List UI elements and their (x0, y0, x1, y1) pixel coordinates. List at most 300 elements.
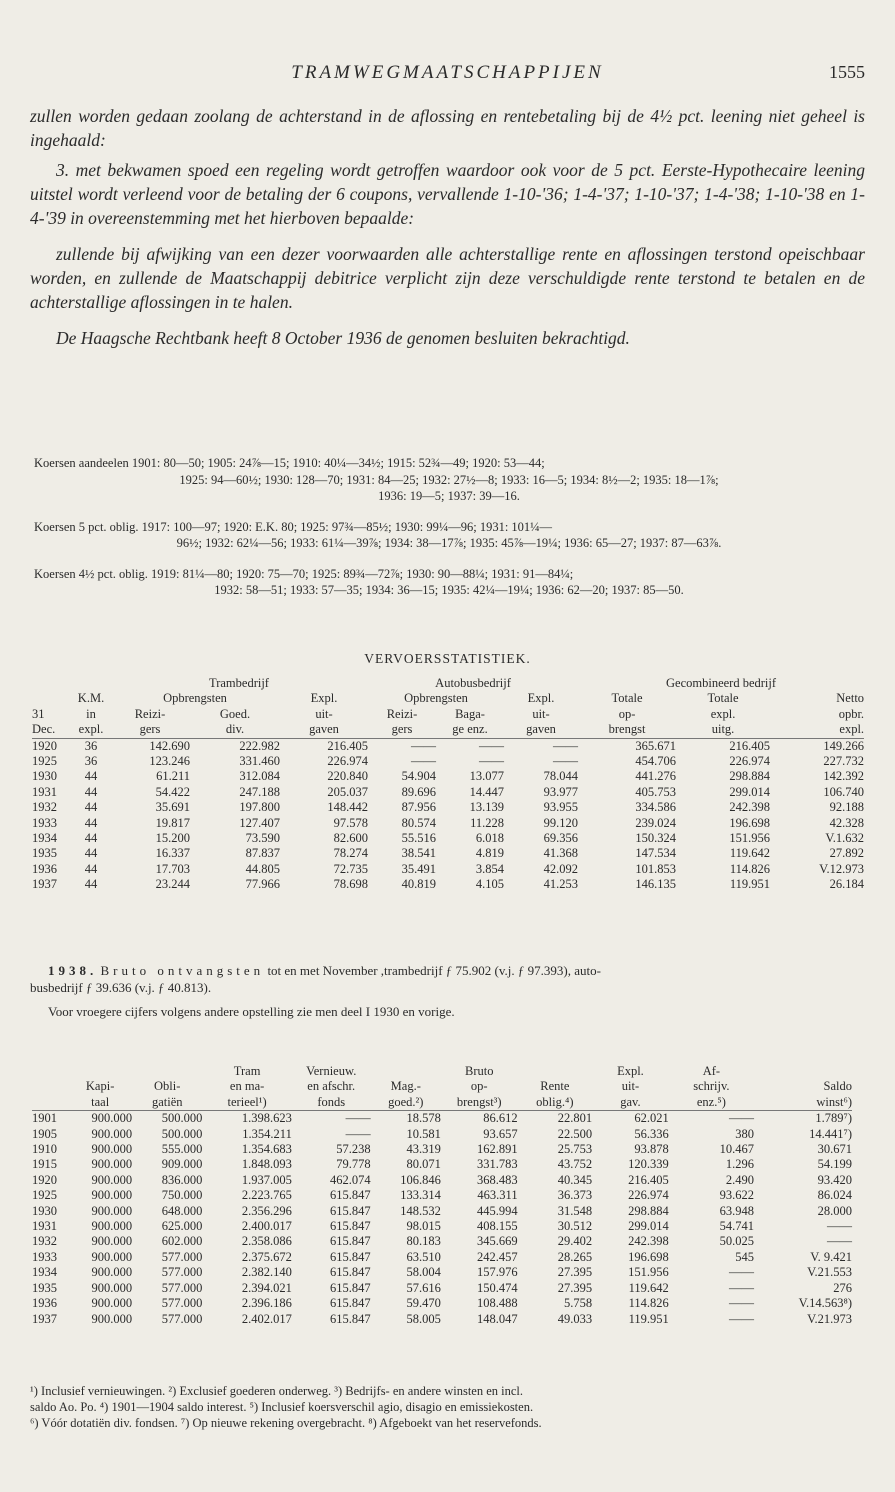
column-header: ge enz. (452, 722, 488, 737)
table-cell: 40.345 (557, 1172, 593, 1187)
bruto-text: tot en met November ,trambedrijf ƒ 75.902 (v.j. ƒ 97.393), auto- (264, 963, 601, 978)
table-cell: 615.847 (330, 1203, 371, 1218)
table-cell: V.12.973 (819, 861, 865, 876)
table-cell: 26.184 (829, 877, 865, 892)
table-cell: 69.356 (543, 831, 579, 846)
table-cell: 18.578 (406, 1111, 441, 1126)
column-header: gatiën (151, 1094, 183, 1109)
table-cell: 28.000 (817, 1203, 852, 1218)
table-cell: 577.000 (161, 1296, 203, 1311)
row-year: 1930 (32, 769, 57, 784)
table-row (32, 754, 864, 769)
table-cell: 1.398.623 (241, 1111, 292, 1126)
table-cell: 196.698 (729, 815, 771, 830)
table-cell: 216.405 (628, 1172, 669, 1187)
group-tram: Trambedrijf (209, 676, 269, 690)
table-cell: 43.319 (406, 1142, 441, 1157)
table-cell: 108.488 (476, 1296, 518, 1311)
table-cell: 35.491 (401, 861, 436, 876)
table-cell: 93.977 (543, 784, 579, 799)
table-cell: 299.014 (729, 784, 771, 799)
table-cell: 41.253 (543, 877, 579, 892)
table-cell: —— (479, 754, 504, 769)
table-cell: 577.000 (161, 1280, 203, 1295)
table-cell: —— (345, 1111, 371, 1126)
column-header: fonds (317, 1094, 346, 1109)
table-cell: 615.847 (330, 1296, 371, 1311)
koersen-line: 96½; 1932: 62¼—56; 1933: 61¼—39⅞; 1934: 38—17⅞; 1935: 45⅞—19¼; 1936: 65—27; 1937: 87—63⅞. (176, 536, 722, 550)
column-header: Netto (836, 691, 865, 706)
column-header: Bruto (465, 1064, 494, 1078)
table-cell: 226.974 (327, 754, 368, 769)
table-cell: 13.077 (469, 769, 504, 784)
finance-table-body (32, 1111, 852, 1327)
table-cell: 93.420 (817, 1172, 852, 1187)
table-cell: 78.044 (543, 769, 579, 784)
table-cell: 36 (84, 738, 98, 753)
table-cell: 4.105 (475, 877, 504, 892)
column-header: expl. (839, 722, 865, 737)
table-cell: 147.534 (635, 846, 677, 861)
table-cell: 54.199 (817, 1157, 852, 1172)
table-cell: 44 (84, 861, 98, 876)
column-header: taal (91, 1094, 110, 1109)
table-cell: 2.402.017 (241, 1311, 292, 1326)
table-cell: 900.000 (91, 1265, 133, 1280)
koersen-line: 1936: 19—5; 1937: 39—16. (378, 489, 520, 503)
row-year: 1925 (32, 754, 57, 769)
table-cell: —— (827, 1234, 852, 1249)
table-cell: 50.025 (719, 1234, 754, 1249)
table-cell: 615.847 (330, 1249, 371, 1264)
vervoer-table (32, 676, 864, 893)
column-header: gaven (309, 722, 339, 737)
table-cell: 625.000 (161, 1219, 203, 1234)
table-cell: 44 (84, 784, 98, 799)
table-header-row (32, 676, 864, 691)
row-year: 1934 (32, 831, 57, 846)
table-cell: 73.590 (245, 831, 280, 846)
table-cell: 63.948 (719, 1203, 754, 1218)
table-cell: 54.904 (401, 769, 436, 784)
table-cell: 602.000 (161, 1234, 203, 1249)
table-cell: 1.354.211 (242, 1126, 292, 1141)
table-cell: 405.753 (635, 784, 677, 799)
table-cell: 119.951 (729, 877, 771, 892)
table-cell: 80.071 (406, 1157, 441, 1172)
column-header: gav. (620, 1094, 641, 1109)
table-row (32, 1127, 852, 1142)
column-header: uit- (621, 1079, 640, 1094)
column-header: Kapi- (85, 1079, 115, 1094)
table-cell: 2.394.021 (241, 1280, 292, 1295)
column-header: schrijv. (693, 1079, 730, 1094)
table-cell: 16.337 (155, 846, 190, 861)
table-cell: 299.014 (628, 1219, 669, 1234)
row-year: 1931 (32, 1219, 57, 1234)
table-cell: V.14.563⁸) (798, 1296, 852, 1311)
table-cell: 1.848.093 (241, 1157, 292, 1172)
table-cell: 10.581 (406, 1126, 441, 1141)
table-cell: 242.398 (628, 1234, 669, 1249)
row-year: 1936 (32, 1296, 57, 1311)
table-cell: 220.840 (327, 769, 368, 784)
table-cell: 5.758 (563, 1296, 593, 1311)
table-cell: —— (827, 1219, 852, 1234)
table-cell: 148.047 (476, 1311, 518, 1326)
table-cell: 197.800 (239, 800, 280, 815)
table-cell: 57.238 (336, 1142, 371, 1157)
table-cell: 4.819 (475, 846, 504, 861)
table-cell: 909.000 (161, 1157, 203, 1172)
table-cell: 226.974 (628, 1188, 669, 1203)
table-cell: 30.512 (557, 1219, 593, 1234)
table-cell: 44 (84, 800, 98, 815)
column-header: 31 (32, 706, 45, 721)
table-cell: 157.976 (476, 1265, 518, 1280)
column-header: Expl. (617, 1064, 644, 1078)
table-cell: 114.826 (628, 1296, 669, 1311)
table-cell: 365.671 (635, 738, 677, 753)
footnote-line: saldo Ao. Po. ⁴) 1901—1904 saldo interest. ⁵) Inclusief koersverschil agio, disagio en emissiekosten. (30, 1400, 534, 1414)
table-cell: 463.311 (477, 1188, 518, 1203)
table-cell: 162.891 (476, 1142, 518, 1157)
table-cell: 114.826 (729, 861, 771, 876)
table-cell: 151.956 (729, 831, 771, 846)
table-cell: 13.139 (469, 800, 504, 815)
table-cell: 615.847 (330, 1280, 371, 1295)
table-cell: 56.336 (634, 1126, 669, 1141)
table-cell: 106.740 (823, 784, 865, 799)
table-cell: 150.324 (635, 831, 677, 846)
row-year: 1933 (32, 815, 57, 830)
table-cell: 368.483 (476, 1172, 518, 1187)
bruto-1938-line (30, 963, 865, 980)
table-cell: 900.000 (91, 1203, 133, 1218)
column-header: Obli- (154, 1079, 181, 1094)
row-year: 1934 (32, 1265, 57, 1280)
table-cell: 900.000 (91, 1157, 133, 1172)
column-header: op- (618, 706, 636, 721)
table-cell: V.21.553 (807, 1265, 852, 1280)
column-header: Goed. (219, 706, 251, 721)
table-row (32, 1312, 852, 1327)
row-year: 1915 (32, 1157, 57, 1172)
row-year: 1932 (32, 800, 57, 815)
table-cell: 1.937.005 (241, 1172, 292, 1187)
column-header: goed.²) (388, 1094, 424, 1109)
table-cell: —— (345, 1126, 371, 1141)
table-cell: 900.000 (91, 1126, 133, 1141)
table-cell: 93.622 (719, 1188, 754, 1203)
column-header: Saldo (823, 1079, 852, 1094)
table-cell: 1.789⁷) (815, 1111, 852, 1126)
table-cell: 900.000 (91, 1311, 133, 1326)
table-row (32, 1111, 852, 1127)
running-title: TRAMWEGMAATSCHAPPIJEN (291, 62, 604, 83)
table-cell: 146.135 (635, 877, 677, 892)
paragraph: 3. met bekwamen spoed een regeling wordt getroffen waardoor ook voor de 5 pct. Eerste-Hypothecaire leening uitstel wordt verleend voor de betaling der 6 coupons, vervallende 1-10-'36; 1-4-'37; 1-10-'37; 1-4-'38; 1-10-'38 en 1-4-'39 in overeenstemming met het hierboven bepaalde: (30, 160, 865, 228)
table-cell: 750.000 (161, 1188, 203, 1203)
row-year: 1936 (32, 861, 57, 876)
table-cell: 205.037 (327, 784, 368, 799)
footnote-line: ⁶) Vóór dotatiën div. fondsen. ⁷) Op nieuwe rekening overgebracht. ⁸) Afgeboekt van het reservefonds. (30, 1416, 542, 1430)
table-cell: 92.188 (829, 800, 865, 815)
table-cell: 42.092 (543, 861, 579, 876)
table-cell: 40.819 (401, 877, 436, 892)
table-cell: 14.441⁷) (809, 1126, 852, 1141)
year-label: 1938. (48, 963, 98, 978)
table-cell: 196.698 (628, 1249, 669, 1264)
table-cell: 101.853 (635, 861, 677, 876)
table-cell: 80.183 (406, 1234, 441, 1249)
table-cell: 29.402 (557, 1234, 593, 1249)
column-header: Reizi- (134, 706, 166, 721)
table-cell: 900.000 (91, 1249, 133, 1264)
table-cell: —— (728, 1280, 754, 1295)
column-header: Opbrengsten (163, 691, 227, 706)
table-cell: —— (411, 738, 436, 753)
table-cell: 545 (735, 1249, 754, 1264)
table-cell: 500.000 (161, 1126, 203, 1141)
table-cell: 312.084 (239, 769, 280, 784)
table-cell: 900.000 (91, 1142, 133, 1157)
table-cell: 615.847 (330, 1188, 371, 1203)
table-cell: 148.442 (327, 800, 368, 815)
table-cell: 900.000 (91, 1111, 133, 1126)
table-cell: 78.274 (333, 846, 368, 861)
table-cell: 44 (84, 877, 98, 892)
column-header: div. (225, 722, 245, 737)
row-year: 1937 (32, 1311, 57, 1326)
column-header: Reizi- (386, 706, 418, 721)
column-header: brengst³) (456, 1094, 502, 1109)
table-cell: 58.004 (406, 1265, 441, 1280)
table-cell: 36.373 (557, 1188, 593, 1203)
column-header: terieel¹) (227, 1094, 267, 1109)
table-cell: 86.024 (817, 1188, 852, 1203)
row-year: 1920 (32, 738, 57, 753)
table-cell: 441.276 (635, 769, 677, 784)
table-row (32, 1157, 852, 1172)
table-cell: 23.244 (155, 877, 190, 892)
table-cell: 19.817 (155, 815, 190, 830)
koersen-aandeelen (34, 455, 864, 505)
table-cell: 239.024 (635, 815, 677, 830)
table-cell: —— (728, 1265, 754, 1280)
table-row (32, 877, 864, 892)
table-row (32, 1296, 852, 1311)
table-cell: 247.188 (239, 784, 280, 799)
table-cell: 106.846 (400, 1172, 441, 1187)
table-cell: 17.703 (155, 861, 190, 876)
table-cell: 77.966 (245, 877, 280, 892)
table-cell: 242.398 (729, 800, 771, 815)
table-cell: V. 9.421 (810, 1249, 852, 1264)
table-cell: 22.500 (557, 1126, 593, 1141)
table-cell: 216.405 (327, 738, 368, 753)
table-cell: 38.541 (401, 846, 436, 861)
koersen-5pct (34, 519, 864, 552)
vervoer-title: VERVOERSSTATISTIEK. (364, 651, 531, 666)
table-cell: 408.155 (476, 1219, 518, 1234)
table-cell: 2.490 (725, 1172, 754, 1187)
table-cell: 445.994 (476, 1203, 518, 1218)
row-year: 1931 (32, 784, 57, 799)
table-cell: 123.246 (149, 754, 190, 769)
row-year: 1920 (32, 1172, 57, 1187)
table-cell: 31.548 (557, 1203, 593, 1218)
footnotes (30, 1383, 865, 1431)
table-cell: 61.211 (156, 769, 190, 784)
table-cell: 10.467 (719, 1142, 754, 1157)
paragraph: zullende bij afwijking van een dezer voorwaarden alle achterstallige rente en aflossingen terstond opeischbaar worden, en zullende de Maatschappij debitrice verplicht zijn deze verschuldigde rente terstond te betalen en de achterstallige aflossingen in te halen. (30, 244, 865, 312)
table-cell: 119.642 (628, 1280, 669, 1295)
table-cell: 615.847 (330, 1234, 371, 1249)
table-header-row (32, 1064, 852, 1079)
table-cell: 79.778 (336, 1157, 371, 1172)
table-row (32, 1250, 852, 1265)
table-cell: 151.956 (628, 1265, 669, 1280)
table-cell: 900.000 (91, 1234, 133, 1249)
table-cell: 2.396.186 (241, 1296, 292, 1311)
table-cell: 22.801 (557, 1111, 593, 1126)
table-cell: 577.000 (161, 1265, 203, 1280)
table-cell: 276 (833, 1280, 852, 1295)
table-cell: 44 (84, 846, 98, 861)
row-year: 1930 (32, 1203, 57, 1218)
paragraph: zullen worden gedaan zoolang de achterstand in de aflossing en rentebetaling bij de 4½ pct. leening niet geheel is ingehaald: (30, 106, 865, 150)
table-cell: 80.574 (401, 815, 436, 830)
table-cell: 98.015 (406, 1219, 441, 1234)
row-year: 1933 (32, 1249, 57, 1264)
bruto-text: busbedrijf ƒ 39.636 (v.j. ƒ 40.813). (30, 979, 212, 995)
table-cell: 500.000 (161, 1111, 203, 1126)
table-cell: 28.265 (557, 1249, 593, 1264)
table-cell: 900.000 (91, 1188, 133, 1203)
page-header (30, 62, 865, 86)
table-cell: 2.400.017 (241, 1219, 292, 1234)
table-cell: 1.296 (725, 1157, 754, 1172)
column-header: gaven (526, 722, 556, 737)
row-year: 1932 (32, 1234, 57, 1249)
table-cell: 331.460 (239, 754, 280, 769)
table-cell: 345.669 (476, 1234, 518, 1249)
table-cell: 55.516 (401, 831, 436, 846)
table-cell: 43.752 (557, 1157, 593, 1172)
table-cell: 62.021 (634, 1111, 669, 1126)
table-cell: 3.854 (475, 861, 504, 876)
table-cell: 334.586 (635, 800, 677, 815)
table-cell: 555.000 (161, 1142, 203, 1157)
table-cell: 87.837 (245, 846, 280, 861)
table-cell: 577.000 (161, 1311, 203, 1326)
table-cell: 82.600 (333, 831, 368, 846)
table-cell: 44 (84, 815, 98, 830)
table-header-row (32, 1079, 852, 1094)
table-cell: —— (479, 738, 504, 753)
table-cell: 900.000 (91, 1296, 133, 1311)
table-header-row (32, 1095, 852, 1111)
table-row (32, 785, 864, 800)
table-cell: 44 (84, 831, 98, 846)
table-row (32, 846, 864, 861)
table-cell: 216.405 (729, 738, 771, 753)
table-row (32, 1173, 852, 1188)
table-cell: 615.847 (330, 1219, 371, 1234)
footnote-line: ¹) Inclusief vernieuwingen. ²) Exclusief goederen onderweg. ³) Bedrijfs- en andere winsten en incl. (30, 1384, 524, 1398)
column-header: Baga- (455, 706, 485, 721)
table-row (32, 1188, 852, 1203)
table-cell: 27.395 (557, 1265, 593, 1280)
column-header: Expl. (310, 691, 338, 706)
table-cell: 93.657 (483, 1126, 518, 1141)
table-cell: 87.956 (401, 800, 436, 815)
table-cell: 11.228 (470, 815, 504, 830)
table-cell: 648.000 (161, 1203, 203, 1218)
table-header-row (32, 707, 864, 722)
table-cell: 149.266 (823, 738, 865, 753)
table-row (32, 1204, 852, 1219)
table-cell: 44.805 (245, 861, 280, 876)
table-cell: 900.000 (91, 1172, 133, 1187)
column-header: K.M. (77, 691, 105, 706)
column-header: Rente (540, 1079, 570, 1094)
table-cell: 127.407 (239, 815, 280, 830)
koersen-line: Koersen 5 pct. oblig. 1917: 100—97; 1920: E.K. 80; 1925: 97¾—85½; 1930: 99¼—96; 1931: 101¼— (34, 519, 553, 534)
column-header: uitg. (711, 722, 735, 737)
table-row (32, 1142, 852, 1157)
column-header: gers (391, 722, 413, 737)
koersen-block (34, 455, 864, 615)
table-cell: —— (728, 1111, 754, 1126)
table-cell: 142.690 (149, 738, 190, 753)
table-cell: 6.018 (475, 831, 504, 846)
table-cell: 15.200 (155, 831, 190, 846)
column-header: winst⁶) (816, 1094, 852, 1109)
table-cell: V.1.632 (825, 831, 865, 846)
table-cell: 227.732 (823, 754, 865, 769)
column-header: oblig.⁴) (536, 1094, 574, 1109)
table-cell: 298.884 (628, 1203, 669, 1218)
table-cell: 222.982 (239, 738, 280, 753)
table-cell: 331.783 (476, 1157, 518, 1172)
spaced-label: Bruto ontvangsten (100, 963, 265, 978)
table-cell: 120.339 (628, 1157, 669, 1172)
body-text (30, 104, 865, 350)
column-header: op- (470, 1079, 488, 1094)
row-year: 1935 (32, 1280, 57, 1295)
table-cell: 2.356.296 (241, 1203, 292, 1218)
table-cell: 454.706 (635, 754, 677, 769)
table-cell: 298.884 (729, 769, 771, 784)
table-row (32, 816, 864, 831)
table-cell: 142.392 (823, 769, 865, 784)
table-cell: 54.741 (719, 1219, 754, 1234)
table-cell: 93.955 (543, 800, 579, 815)
table-cell: 380 (735, 1126, 754, 1141)
table-cell: 150.474 (476, 1280, 518, 1295)
column-header: Vernieuw. (306, 1064, 357, 1078)
table-row (32, 862, 864, 877)
group-auto: Autobusbedrijf (435, 676, 511, 690)
table-cell: 54.422 (155, 784, 190, 799)
table-row (32, 831, 864, 846)
table-header-row (32, 722, 864, 738)
column-header: Expl. (527, 691, 555, 706)
column-header: uit- (532, 706, 550, 721)
koersen-line: Koersen aandeelen 1901: 80—50; 1905: 24⅞—15; 1910: 40¼—34½; 1915: 52¾—49; 1920: 53—44; (34, 456, 545, 470)
